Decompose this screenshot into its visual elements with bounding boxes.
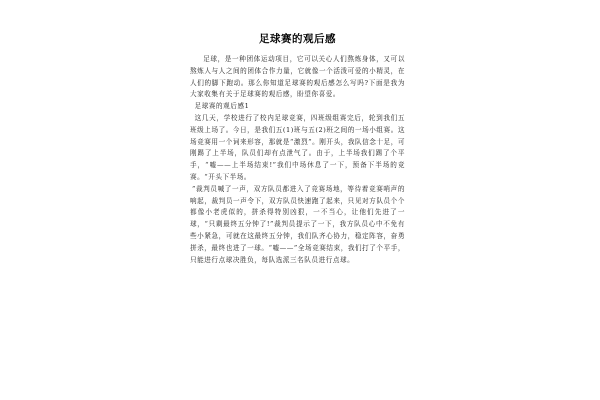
body-paragraph-1: 这几天，学校进行了校内足球竞赛，四班级组赛完后，轮到我们五班级上场了。今日，是我们五(1)班与五(2)班之间的一场小组赛。这场竞赛用一个词来形容，那就是“激烈”。刚开头，我队信念十足，可刚踢了上半场，队员们却有点泄气了。由于，上半场我们踢了个平手，“嘘——上半场结束!”我们中场休息了一下，预备下半场的竞赛。“开头下半场。 (190, 113, 405, 181)
intro-paragraph: 足球，是一种团体运动项目，它可以关心人们熬炼身体，又可以熬炼人与人之间的团体合作力量，它就像一个活泼可爱的小精灵，在人们的脚下跑动。那么你知道足球赛的观后感怎么写吗?下面是我为大家收集有关于足球赛的观后感，盼望你喜爱。 (190, 55, 405, 99)
document-title: 足球赛的观后感 (259, 33, 336, 45)
section-heading: 足球赛的观后感1 (194, 102, 250, 111)
body-paragraph-2: ”裁判员喊了一声，双方队员都进入了竞赛场地，等待着竞赛哨声的响起，裁判员一声令下，双方队员快速跑了起来，只见对方队员个个都像小老虎似的，拼杀得特别凶狠，一不当心，让他们先进了一球，“只剩最终五分钟了!”裁判员提示了一下，我方队员心中不免有些小紧急，可就在这最终五分钟，我们队齐心协力，稳定阵容，奋勇拼杀，最终也进了一球。“嘘——”全场竞赛结束，我们打了个平手，只能进行点球决胜负，每队选派三名队员进行点球。 (190, 184, 405, 264)
document-page (190, 32, 405, 377)
